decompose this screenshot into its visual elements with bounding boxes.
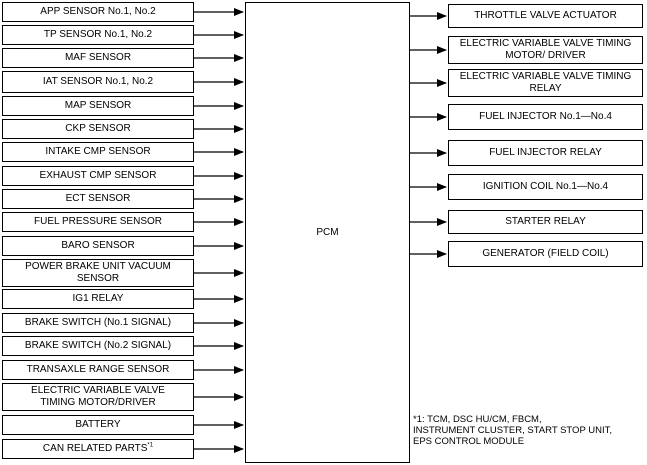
input-box bbox=[2, 48, 194, 68]
output-label: ELECTRIC VARIABLE VALVE TIMING RELAY bbox=[459, 71, 632, 94]
input-box bbox=[2, 415, 194, 435]
output-label: GENERATOR (FIELD COIL) bbox=[482, 248, 609, 259]
input-box bbox=[2, 336, 194, 356]
output-box bbox=[448, 36, 643, 64]
input-box bbox=[2, 383, 194, 411]
output-box bbox=[448, 140, 643, 166]
pcm-box bbox=[245, 2, 410, 463]
output-label: FUEL INJECTOR RELAY bbox=[489, 147, 602, 158]
footnote-marker: *1 bbox=[147, 442, 154, 449]
pcm-label: PCM bbox=[316, 227, 339, 238]
input-box bbox=[2, 25, 194, 45]
input-label: MAF SENSOR bbox=[64, 52, 132, 63]
input-box bbox=[2, 259, 194, 287]
output-label: FUEL INJECTOR No.1—No.4 bbox=[479, 111, 612, 122]
input-box bbox=[2, 289, 194, 309]
input-label: CKP SENSOR bbox=[65, 123, 131, 134]
output-box bbox=[448, 210, 643, 234]
input-box bbox=[2, 166, 194, 186]
input-box bbox=[2, 71, 194, 93]
output-box bbox=[448, 104, 643, 130]
output-label: THROTTLE VALVE ACTUATOR bbox=[474, 10, 617, 21]
output-box bbox=[448, 174, 643, 200]
output-box bbox=[448, 4, 643, 28]
output-label: IGNITION COIL No.1—No.4 bbox=[482, 181, 609, 192]
input-box bbox=[2, 439, 194, 459]
input-box bbox=[2, 119, 194, 139]
input-box bbox=[2, 189, 194, 209]
output-label: ELECTRIC VARIABLE VALVE TIMING MOTOR/ DRIVER bbox=[459, 38, 632, 61]
input-box bbox=[2, 96, 194, 116]
input-box bbox=[2, 2, 194, 22]
input-label: POWER BRAKE UNIT VACUUM SENSOR bbox=[25, 261, 171, 284]
input-label: BARO SENSOR bbox=[61, 240, 135, 251]
input-label: INTAKE CMP SENSOR bbox=[45, 146, 151, 157]
input-label: BRAKE SWITCH (No.1 SIGNAL) bbox=[24, 317, 172, 328]
input-label: APP SENSOR No.1, No.2 bbox=[40, 6, 156, 17]
input-box bbox=[2, 142, 194, 162]
footnote: *1: TCM, DSC HU/CM, FBCM, INSTRUMENT CLUSTER, START STOP UNIT, EPS CONTROL MODULE bbox=[413, 414, 613, 447]
input-label: FUEL PRESSURE SENSOR bbox=[34, 216, 162, 227]
input-label: TP SENSOR No.1, No.2 bbox=[43, 29, 153, 40]
input-label: ECT SENSOR bbox=[65, 193, 131, 204]
output-box bbox=[448, 241, 643, 267]
input-box bbox=[2, 212, 194, 232]
input-box bbox=[2, 313, 194, 333]
output-box bbox=[448, 69, 643, 97]
input-box bbox=[2, 360, 194, 380]
input-label: CAN RELATED PARTS$^{*1}$ bbox=[42, 442, 154, 454]
input-label: IAT SENSOR No.1, No.2 bbox=[42, 76, 154, 87]
input-label: EXHAUST CMP SENSOR bbox=[39, 170, 157, 181]
input-label: IG1 RELAY bbox=[72, 293, 124, 304]
input-label: MAP SENSOR bbox=[64, 100, 132, 111]
input-label: BRAKE SWITCH (No.2 SIGNAL) bbox=[24, 340, 172, 351]
input-label: ELECTRIC VARIABLE VALVE TIMING MOTOR/DRIVER bbox=[31, 385, 165, 408]
input-label: BATTERY bbox=[75, 419, 121, 430]
input-label: TRANSAXLE RANGE SENSOR bbox=[26, 364, 170, 375]
input-box bbox=[2, 236, 194, 256]
output-label: STARTER RELAY bbox=[505, 216, 586, 227]
